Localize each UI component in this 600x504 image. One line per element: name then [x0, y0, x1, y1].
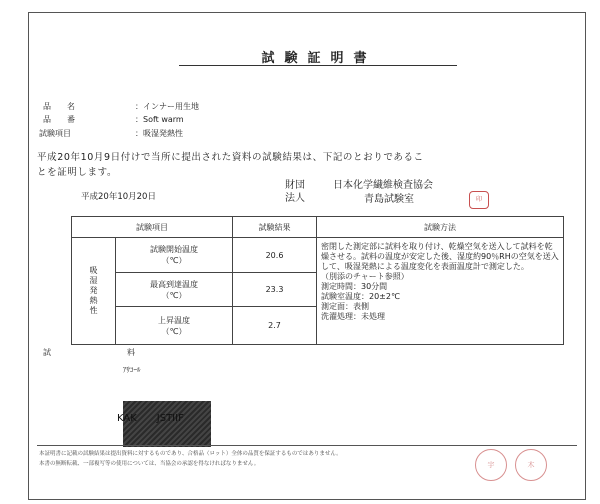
test-item-value: ：吸湿発熱性	[135, 129, 183, 138]
method-line: 洗濯処理：未処理	[321, 312, 385, 321]
title-underline	[179, 65, 457, 66]
seal-stamp: 印	[469, 191, 489, 209]
product-name-value: ：インナー用生地	[135, 102, 199, 111]
issue-date: 平成20年10月20日	[81, 192, 156, 202]
product-number-label: 品 番	[43, 115, 75, 124]
sample-label-part1: 試	[43, 348, 51, 357]
method-line: 試験室温度：20±2℃	[321, 292, 400, 301]
issuer-branch: 青島試験室	[364, 194, 414, 205]
product-number-value: ：Soft warm	[135, 115, 184, 124]
category-cell	[72, 238, 116, 345]
header-test-method: 試験方法	[317, 217, 564, 238]
footer-note-line1: 本証明書に記載の試験結果は提出資料に対するものであり、合格品（ロット）全体の品質を保証するものではありません。	[39, 451, 342, 457]
sample-value: ｱｻｺｰﾙ	[123, 366, 141, 374]
category-label: 吸湿発熱性	[89, 266, 98, 316]
table-row	[116, 238, 233, 273]
document-title: 試験証明書	[261, 51, 377, 66]
header-test-item: 試験項目	[72, 217, 233, 238]
method-line: 密閉した測定部に試料を取り付け、乾燥空気を送入して試料を乾燥させる。試料の温度が安定した後、湿度約90％RHの空気を送入して、吸湿発熱による温度変化を表面温度計で測定した。	[321, 242, 559, 271]
header-test-result: 試験結果	[233, 217, 317, 238]
sample-label-part2: 料	[127, 348, 135, 357]
redacted-sample-image	[123, 401, 211, 447]
footer-divider	[37, 445, 577, 446]
row-label-line2: （℃）	[161, 326, 187, 336]
issuer-type-line2: 法人	[285, 193, 305, 204]
issuer-organization: 日本化学繊維検査協会	[333, 180, 433, 191]
test-method-cell	[317, 238, 564, 345]
method-line: （別添のチャート参照）	[321, 272, 409, 281]
row-label-line2: （℃）	[161, 290, 187, 300]
certificate-statement-line1: 平成20年10月9日付けで当所に提出された資料の試験結果は、下記のとおりであるこ	[37, 152, 424, 163]
row-value: 20.6	[233, 238, 317, 273]
row-label-line1: 上昇温度	[158, 315, 190, 325]
method-line: 測定面：表側	[321, 302, 369, 311]
row-label-line1: 最高到達温度	[150, 279, 198, 289]
certificate-page	[28, 12, 586, 500]
row-label-line1: 試験開始温度	[150, 245, 198, 254]
issuer-type-line1: 財団	[285, 180, 305, 191]
certificate-statement-line2: とを証明します。	[37, 167, 118, 178]
test-item-label: 試験項目	[39, 129, 71, 138]
method-line: 測定時間：30分間	[321, 282, 388, 291]
row-value: 2.7	[233, 307, 317, 345]
row-label-line2: （℃）	[161, 256, 187, 265]
row-value: 23.3	[233, 273, 317, 307]
product-name-label: 品 名	[43, 102, 75, 111]
table-row	[116, 307, 233, 345]
table-row	[116, 273, 233, 307]
round-stamp-1: 宇	[475, 449, 507, 481]
round-stamp-2: 木	[515, 449, 547, 481]
footer-note-line2: 本書の無断転載、一部複写等の使用については、当協会の承認を得なければなりません。	[39, 461, 260, 467]
test-results-table	[71, 216, 564, 345]
sample-code: KAK JSTIIF	[117, 413, 184, 424]
